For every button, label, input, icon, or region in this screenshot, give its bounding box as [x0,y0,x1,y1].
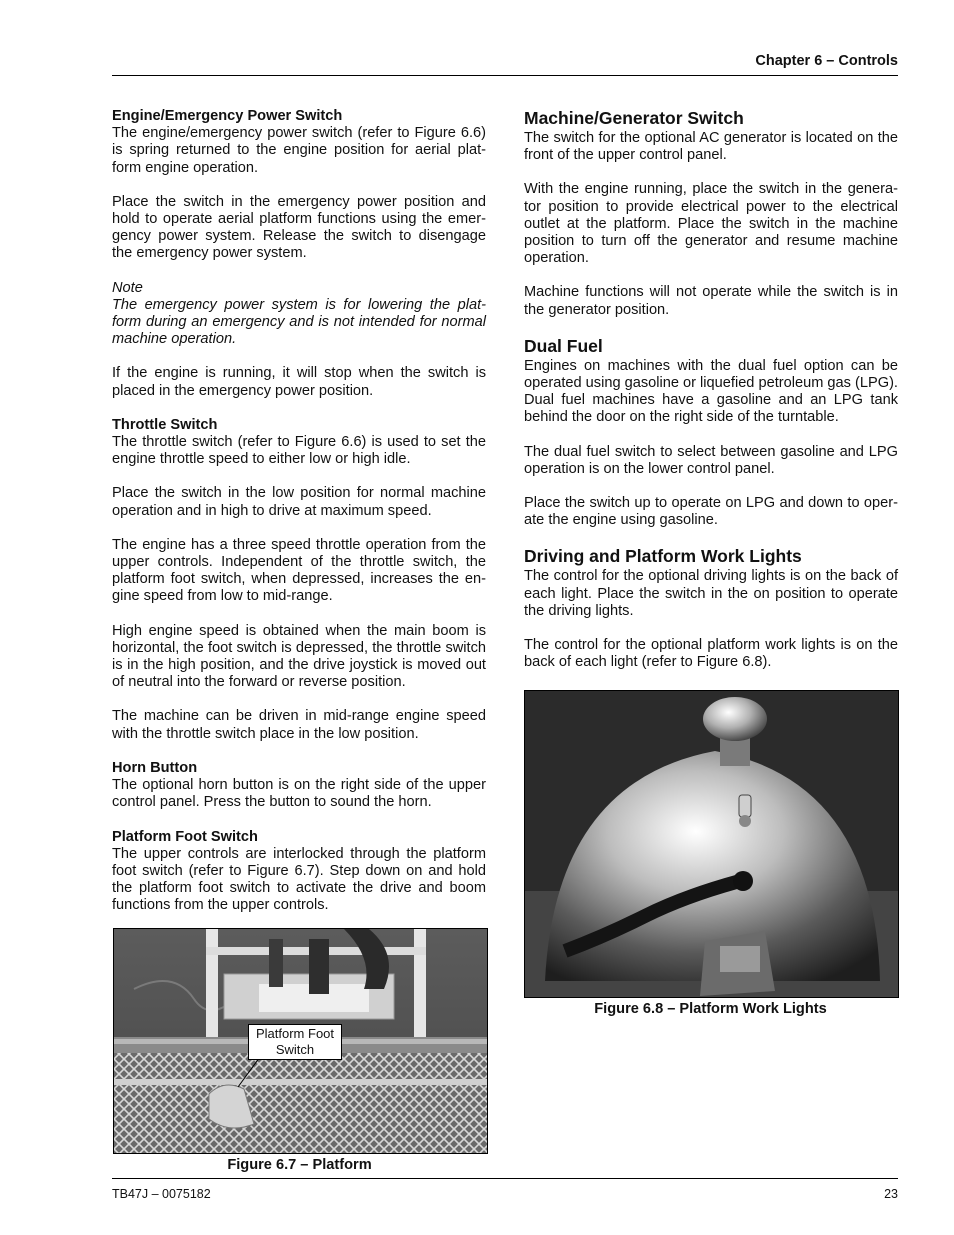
generator-switch-p1: The switch for the optional AC generator is located on the front of the upper control panel. [524,130,898,164]
horn-button-p1: The optional horn button is on the right side of the upper control panel. Press the button to sound the horn. [112,777,486,811]
throttle-switch-heading: Throttle Switch [112,416,218,433]
work-lights-heading: Driving and Platform Work Lights [524,546,802,567]
generator-switch-p2: With the engine running, place the switch in the genera-tor position to provide electrical power to the electrical outlet at the platform. Place the switch in the machine position to turn off the generator and resume machine operation. [524,181,898,267]
callout-line-1: Platform Foot [255,1026,335,1041]
header-rule [112,75,898,76]
foot-switch-heading: Platform Foot Switch [112,828,258,845]
left-column [112,108,486,932]
engine-switch-p1: The engine/emergency power switch (refer to Figure 6.6) is spring returned to the engine position for aerial plat-form engine operation. [112,125,486,176]
dual-fuel-heading: Dual Fuel [524,335,603,356]
dual-fuel-p1: Engines on machines with the dual fuel option can be operated using gasoline or liquefied petroleum gas (LPG). Dual fuel machines have a gasoline and an LPG tank behind the door on the right side of the turntable. [524,357,898,426]
callout-line-2: Switch [275,1042,315,1057]
engine-switch-p3: If the engine is running, it will stop when the switch is placed in the emergency power position. [112,365,486,399]
dual-fuel-p3: Place the switch up to operate on LPG and down to oper-ate the engine using gasoline. [524,495,898,529]
throttle-switch-p5: The machine can be driven in mid-range engine speed with the throttle switch place in the low position. [112,708,486,742]
page-number: 23 [884,1187,898,1201]
work-light-photo [524,690,899,998]
foot-switch-p1: The upper controls are interlocked through the platform foot switch (refer to Figure 6.7). Step down on and hold the platform foot switch to activate the drive and boom functions from the upper controls. [112,845,486,914]
work-lights-p2: The control for the optional platform work lights is on the back of each light (refer to Figure 6.8). [524,637,898,671]
figure-8-caption: Figure 6.8 – Platform Work Lights [594,1001,827,1017]
generator-switch-p3: Machine functions will not operate while the switch is in the generator position. [524,284,898,318]
throttle-switch-p3: The engine has a three speed throttle operation from the upper controls. Independent of the throttle switch, the platform foot switch, when depressed, increases the en-gine speed from low to mid-range. [112,536,486,605]
note-text: The emergency power system is for lowering the plat-form during an emergency and is not intended for normal machine operation. [112,296,486,348]
footer-rule [112,1178,898,1179]
generator-switch-heading: Machine/Generator Switch [524,108,744,128]
document-id: TB47J – 0075182 [112,1187,211,1201]
engine-switch-p2: Place the switch in the emergency power position and hold to operate aerial platform functions using the emer-gency power system. Release the switch to disengage the emergency power system. [112,193,486,262]
throttle-switch-p4: High engine speed is obtained when the main boom is horizontal, the foot switch is depressed, the throttle switch is in the high position, and the drive joystick is moved out of neutral into the forward or reverse position. [112,622,486,691]
right-column [524,108,898,688]
throttle-switch-p1: The throttle switch (refer to Figure 6.6) is used to set the engine throttle speed to either low or high idle. [112,434,486,468]
note-label: Note [112,279,143,296]
throttle-switch-p2: Place the switch in the low position for normal machine operation and in high to drive at maximum speed. [112,485,486,519]
foot-switch-callout [248,1024,342,1060]
dual-fuel-p2: The dual fuel switch to select between gasoline and LPG operation is on the lower control panel. [524,443,898,477]
work-lights-p1: The control for the optional driving lights is on the back of each light. Place the switch in the on position to operate the driving lights. [524,568,898,619]
engine-switch-heading: Engine/Emergency Power Switch [112,108,343,124]
figure-7-caption: Figure 6.7 – Platform [227,1157,372,1173]
horn-button-heading: Horn Button [112,759,198,776]
chapter-header: Chapter 6 – Controls [755,53,898,69]
